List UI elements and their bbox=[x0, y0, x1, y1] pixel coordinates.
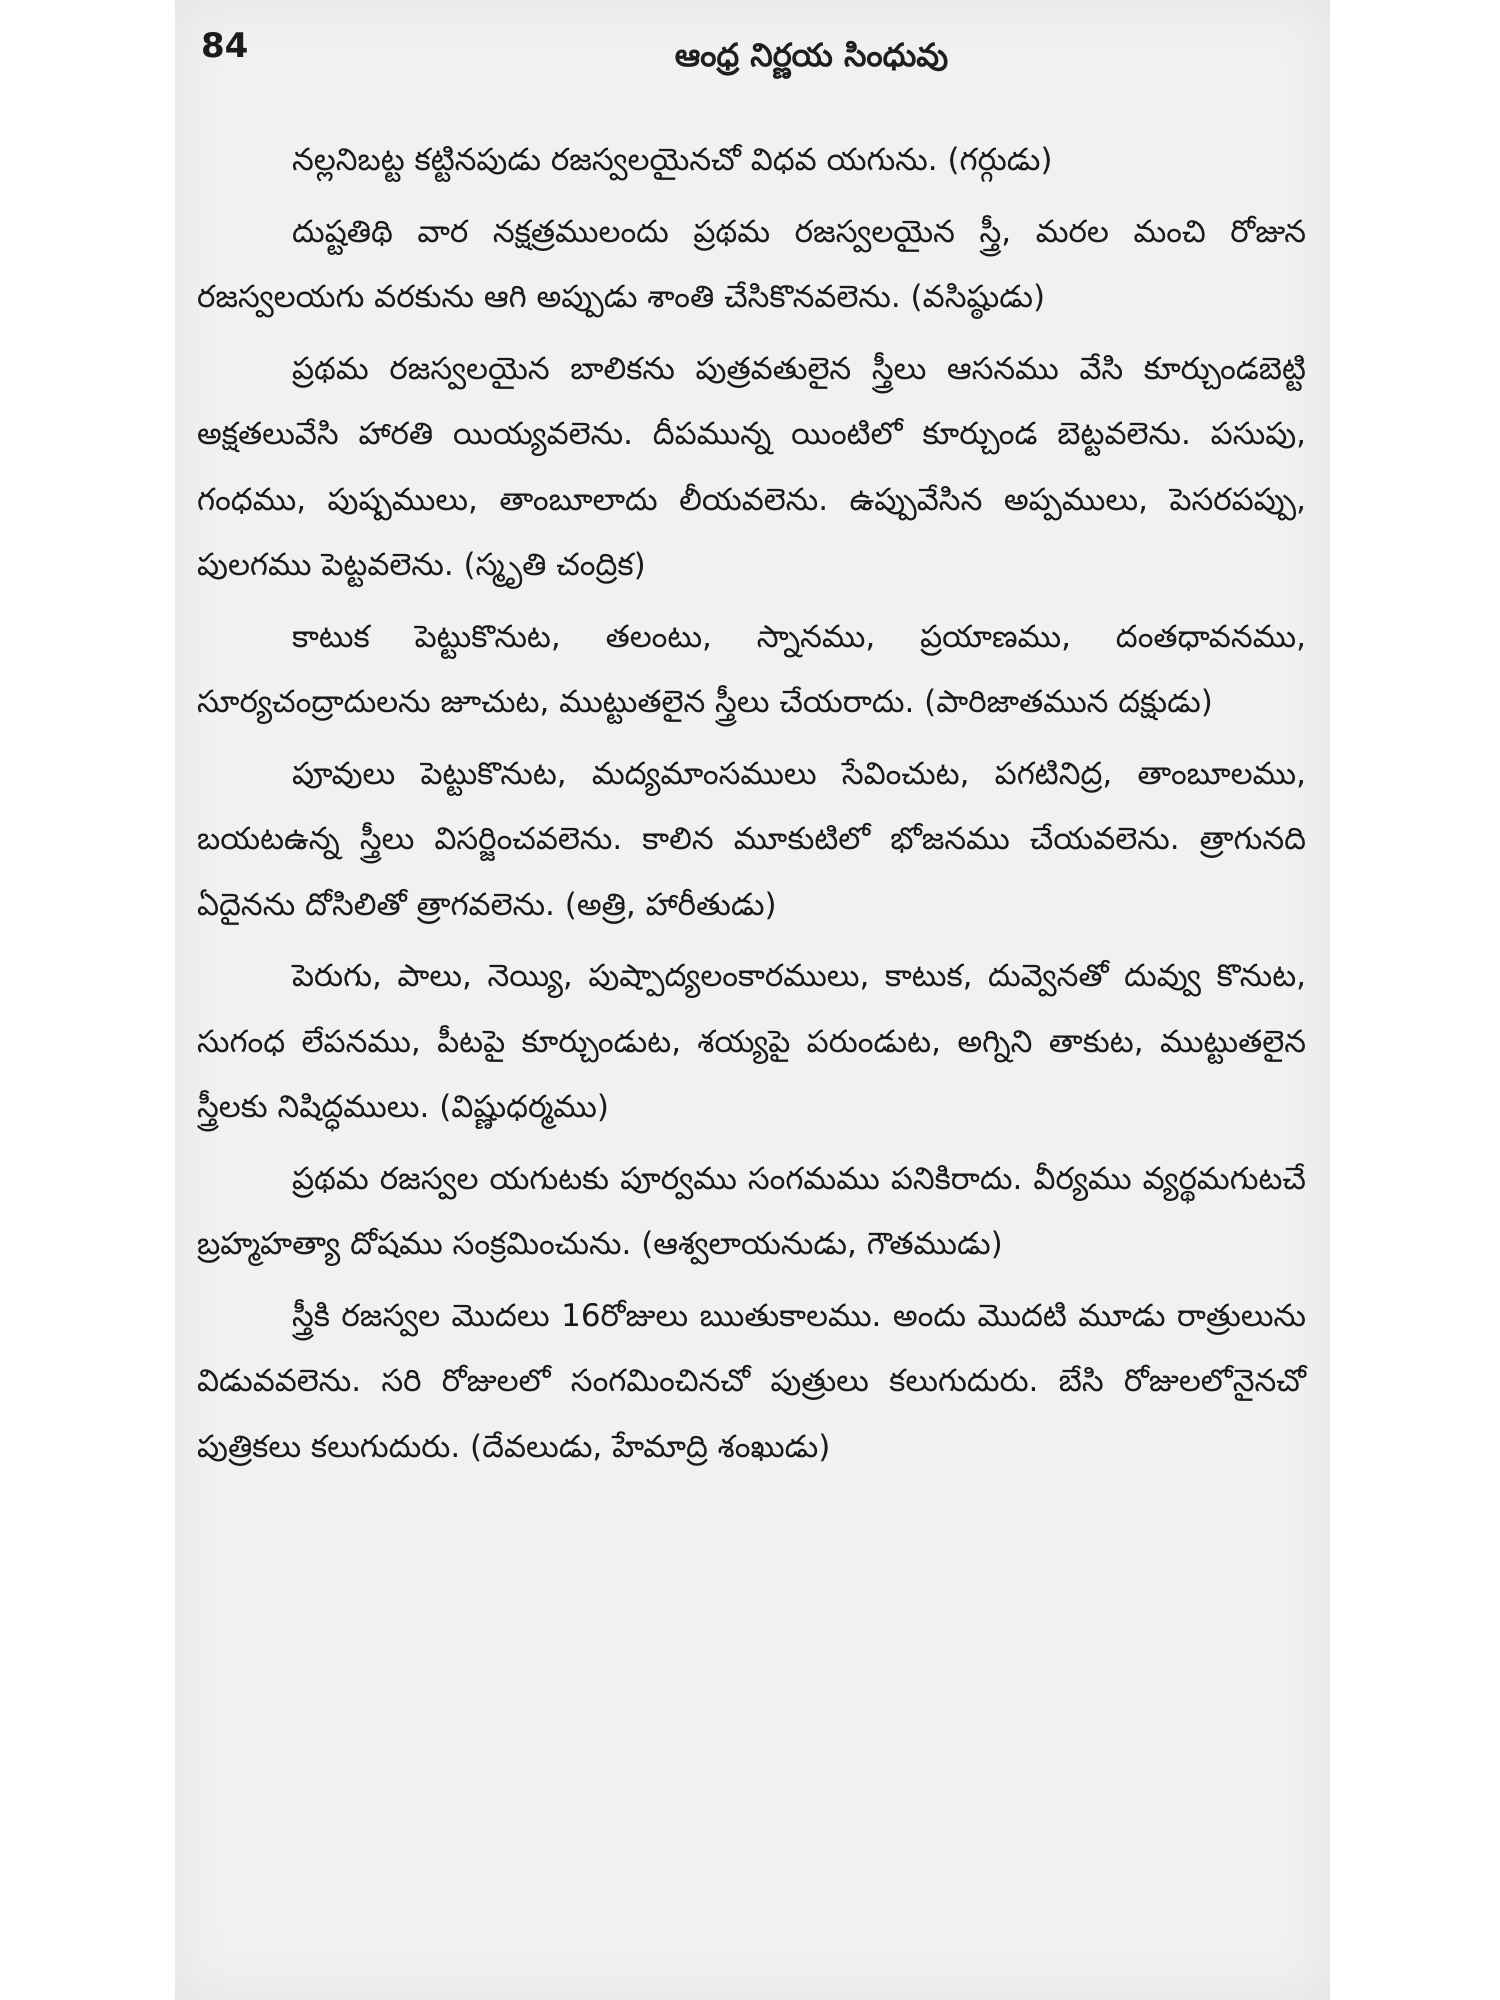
paragraph: పెరుగు, పాలు, నెయ్యి, పుష్పాద్యలంకారములు, కాటుక, దువ్వెనతో దువ్వు కొనుట, సుగంధ లేపనము, పీటపై కూర్చుండుట, శయ్యపై పరుండుట, అగ్నిని తాకుట, ముట్టుతలైన స్త్రీలకు నిషిద్ధములు. (విష్ణుధర్మము) bbox=[197, 958, 1306, 1125]
page-body bbox=[197, 128, 1306, 1486]
paragraph: దుష్టతిథి వార నక్షత్రములందు ప్రథమ రజస్వలయైన స్త్రీ, మరల మంచి రోజున రజస్వలయగు వరకును ఆగి అప్పుడు శాంతి చేసికొనవలెను. (వసిష్ఠుడు) bbox=[197, 213, 1306, 315]
running-title: ఆంధ్ర నిర్ణయ సింధువు bbox=[674, 36, 949, 74]
paragraph: నల్లనిబట్ట కట్టినపుడు రజస్వలయైనచో విధవ యగును. (గర్గుడు) bbox=[292, 142, 1053, 178]
paragraph: ప్రథమ రజస్వలయైన బాలికను పుత్రవతులైన స్త్రీలు ఆసనము వేసి కూర్చుండబెట్టి అక్షతలువేసి హారతి యియ్యవలెను. దీపమున్న యింటిలో కూర్చుండ బెట్టవలెను. పసుపు, గంధము, పుష్పములు, తాంబూలాదు లీయవలెను. ఉప్పువేసిన అప్పములు, పెసరపప్పు, పులగము పెట్టవలెను. (స్మృతి చంద్రిక) bbox=[197, 350, 1306, 583]
page-header bbox=[193, 22, 1310, 92]
book-page bbox=[175, 0, 1330, 2000]
paragraph: కాటుక పెట్టుకొనుట, తలంటు, స్నానము, ప్రయాణము, దంతధావనము, సూర్యచంద్రాదులను జూచుట, ముట్టుతలైన స్త్రీలు చేయరాదు. (పారిజాతమున దక్షుడు) bbox=[197, 618, 1306, 720]
page-number: 84 bbox=[201, 26, 249, 66]
paragraph: పూవులు పెట్టుకొనుట, మద్యమాంసములు సేవించుట, పగటినిద్ర, తాంబూలము, బయటఉన్న స్త్రీలు విసర్జించవలెను. కాలిన మూకుటిలో భోజనము చేయవలెను. త్రాగునది ఏదైనను దోసిలితో త్రాగవలెను. (అత్రి, హారీతుడు) bbox=[197, 755, 1306, 923]
paragraph: స్త్రీకి రజస్వల మొదలు 16రోజులు ఋతుకాలము. అందు మొదటి మూడు రాత్రులును విడువవలెను. సరి రోజులలో సంగమించినచో పుత్రులు కలుగుదురు. బేసి రోజులలోనైనచో పుత్రికలు కలుగుదురు. (దేవలుడు, హేమాద్రి శంఖుడు) bbox=[197, 1297, 1306, 1465]
paragraph: ప్రథమ రజస్వల యగుటకు పూర్వము సంగమము పనికిరాదు. వీర్యము వ్యర్థమగుటచే బ్రహ్మహత్యా దోషము సంక్రమించును. (ఆశ్వలాయనుడు, గౌతముడు) bbox=[197, 1160, 1306, 1262]
